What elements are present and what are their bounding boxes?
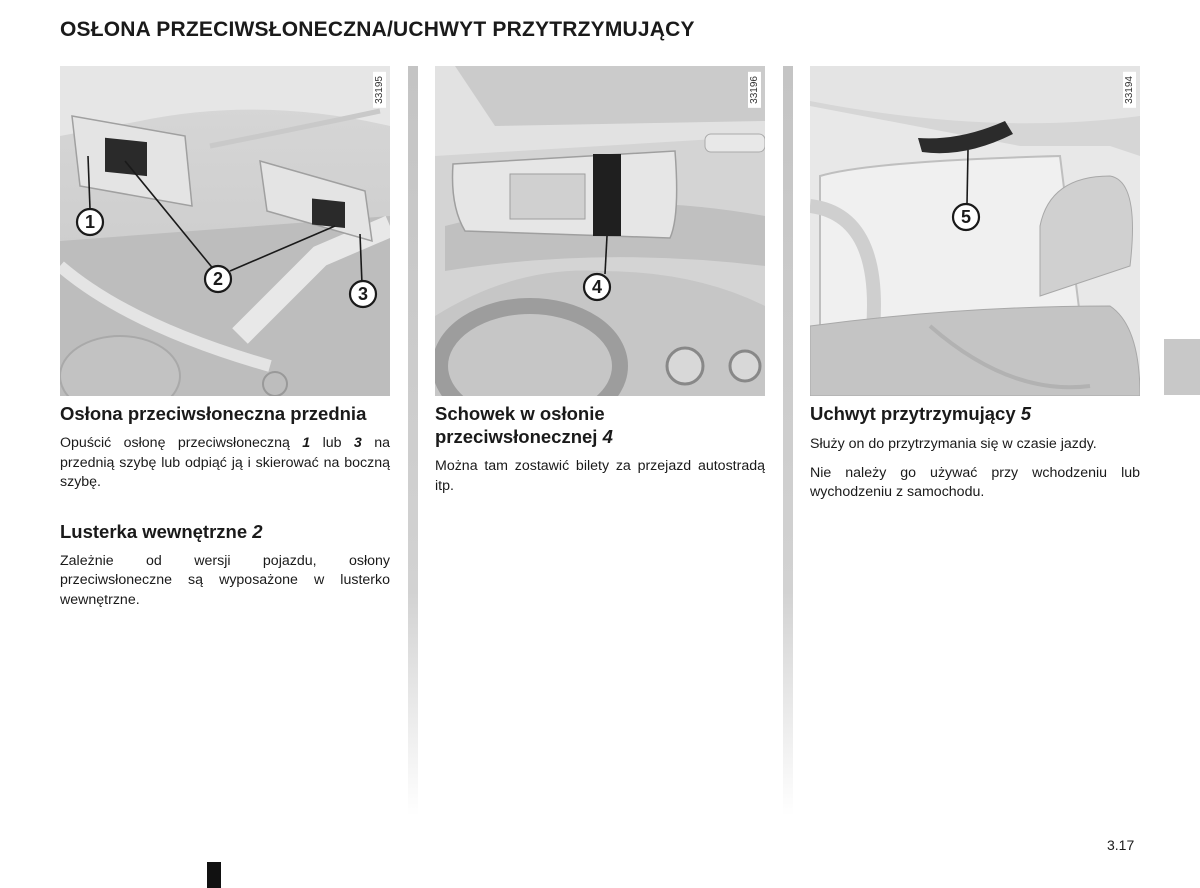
paragraph: Służy on do przytrzymania się w czasie jazdy. bbox=[810, 436, 1097, 452]
illustration-visor-storage bbox=[435, 66, 765, 396]
paragraph: Nie należy go używać przy wchodzeniu lub wychodzeniu z samochodu. bbox=[810, 464, 1140, 500]
svg-text:1: 1 bbox=[84, 212, 96, 232]
section-front-sun-visor bbox=[60, 402, 390, 493]
section-title: Schowek w osłonie przeciwsłonecznej 4 bbox=[435, 403, 613, 447]
paragraph: Zależnie od wersji pojazdu, osłony przeciwsłoneczne są wyposażone w lusterko wewnętrzne. bbox=[60, 552, 390, 608]
image-reference: 33195 bbox=[373, 72, 386, 108]
column-grab-handle bbox=[810, 66, 1140, 503]
sun-visors-drawing bbox=[60, 66, 390, 396]
section-visor-storage bbox=[435, 402, 765, 496]
svg-text:2: 2 bbox=[212, 269, 224, 289]
callout-1 bbox=[77, 209, 103, 235]
chapter-tab bbox=[1164, 339, 1200, 395]
callout-4 bbox=[584, 274, 610, 300]
column-front-sun-visor bbox=[60, 66, 390, 610]
column-visor-storage bbox=[435, 66, 765, 496]
section-title: Osłona przeciwsłoneczna przednia bbox=[60, 403, 367, 424]
illustration-sun-visors bbox=[60, 66, 390, 396]
callout-3 bbox=[350, 281, 376, 307]
callout-2 bbox=[205, 266, 231, 292]
column-divider bbox=[408, 66, 418, 816]
paragraph: Można tam zostawić bilety za przejazd autostradą itp. bbox=[435, 458, 765, 494]
section-grab-handle bbox=[810, 402, 1140, 503]
svg-text:5: 5 bbox=[960, 207, 972, 227]
svg-text:3: 3 bbox=[357, 284, 369, 304]
image-reference: 33196 bbox=[748, 72, 761, 108]
paragraph: Opuścić osłonę przeciwsłoneczną 1 lub 3 na przednią szybę lub odpiąć ją i skierować na boczną szybę. bbox=[60, 435, 390, 490]
illustration-grab-handle bbox=[810, 66, 1140, 396]
svg-text:4: 4 bbox=[591, 277, 603, 297]
print-mark bbox=[207, 862, 221, 888]
page-number: 3.17 bbox=[1107, 837, 1135, 853]
column-divider bbox=[783, 66, 793, 816]
image-reference: 33194 bbox=[1123, 72, 1136, 108]
page-title: OSŁONA PRZECIWSŁONECZNA/UCHWYT PRZYTRZYMUJĄCY bbox=[60, 18, 695, 41]
callout-5 bbox=[953, 204, 979, 230]
section-title: Uchwyt przytrzymujący 5 bbox=[810, 403, 1032, 424]
visor-storage-drawing bbox=[435, 66, 765, 396]
section-interior-mirrors bbox=[60, 520, 390, 611]
grab-handle-drawing bbox=[810, 66, 1140, 396]
section-title: Lusterka wewnętrzne 2 bbox=[60, 520, 263, 542]
